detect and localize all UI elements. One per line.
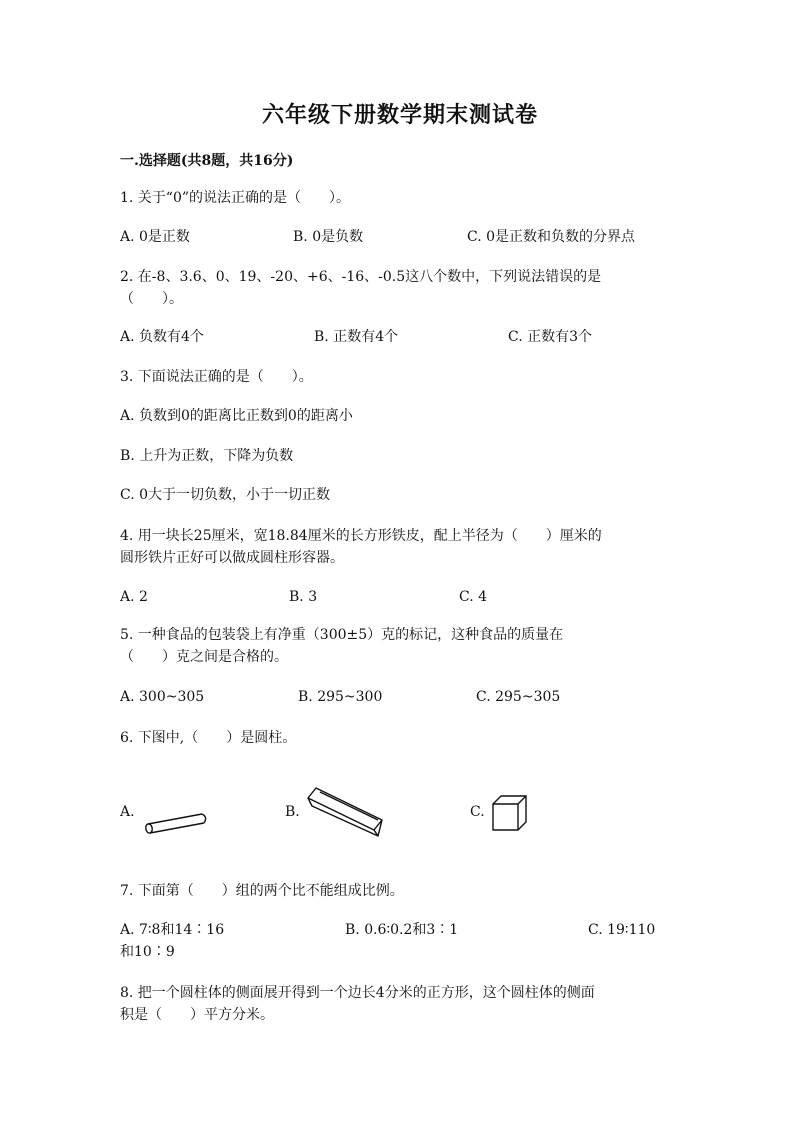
- question-7-option-b[interactable]: B. 0.6∶0.2和3∶1: [345, 922, 459, 938]
- question-5-option-b[interactable]: B. 295~300: [298, 689, 383, 705]
- question-7-option-c-continued: 和10∶9: [120, 944, 175, 960]
- question-1-option-b[interactable]: B. 0是负数: [293, 229, 364, 245]
- question-5-option-c[interactable]: C. 295~305: [476, 689, 561, 705]
- question-4-stem-line-1: 4. 用一块长25厘米，宽18.84厘米的长方形铁皮，配上半径为（ ）厘米的: [120, 528, 602, 544]
- question-7-option-c[interactable]: C. 19∶110: [588, 922, 656, 938]
- question-6-option-b[interactable]: B.: [285, 804, 300, 820]
- question-7-stem: 7. 下面第（ ）组的两个比不能组成比例。: [120, 883, 404, 899]
- question-4-option-c[interactable]: C. 4: [459, 589, 488, 605]
- question-1-stem: 1. 关于“0”的说法正确的是（ ）。: [120, 190, 351, 206]
- question-4-option-b[interactable]: B. 3: [289, 589, 318, 605]
- question-6-stem: 6. 下图中,（ ）是圆柱。: [120, 730, 297, 746]
- question-2-stem-line-2: （ ）。: [120, 291, 183, 307]
- question-8-stem-line-1: 8. 把一个圆柱体的侧面展开得到一个边长4分米的正方形，这个圆柱体的侧面: [120, 985, 595, 1001]
- question-2-option-b[interactable]: B. 正数有4个: [314, 329, 399, 345]
- question-7-option-a[interactable]: A. 7∶8和14∶16: [120, 922, 225, 938]
- question-8-stem-line-2: 积是（ ）平方分米。: [120, 1007, 274, 1023]
- question-3-option-c[interactable]: C. 0大于一切负数，小于一切正数: [120, 487, 331, 503]
- question-5-stem-line-1: 5. 一种食品的包装袋上有净重（300±5）克的标记，这种食品的质量在: [120, 627, 564, 643]
- cube-icon[interactable]: [488, 792, 530, 834]
- question-6-option-a[interactable]: A.: [120, 804, 135, 820]
- question-2-option-c[interactable]: C. 正数有3个: [508, 329, 593, 345]
- page-title: 六年级下册数学期末测试卷: [261, 102, 538, 128]
- section-heading: 一.选择题(共8题，共16分): [120, 153, 294, 169]
- cylinder-rod-icon[interactable]: [140, 808, 212, 836]
- question-5-stem-line-2: （ ）克之间是合格的。: [120, 649, 288, 665]
- question-1-option-c[interactable]: C. 0是正数和负数的分界点: [467, 229, 636, 245]
- question-2-stem-line-1: 2. 在-8、3.6、0、19、-20、+6、-16、-0.5这八个数中，下列说法错误的是: [120, 269, 602, 285]
- question-3-stem: 3. 下面说法正确的是（ ）。: [120, 369, 313, 385]
- triangular-prism-icon[interactable]: [300, 784, 386, 840]
- question-2-option-a[interactable]: A. 负数有4个: [120, 329, 204, 345]
- question-6-option-c[interactable]: C.: [470, 804, 485, 820]
- question-4-option-a[interactable]: A. 2: [120, 589, 148, 605]
- question-1-option-a[interactable]: A. 0是正数: [120, 229, 190, 245]
- question-3-option-b[interactable]: B. 上升为正数，下降为负数: [120, 448, 294, 464]
- question-5-option-a[interactable]: A. 300~305: [120, 689, 205, 705]
- question-4-stem-line-2: 圆形铁片正好可以做成圆柱形容器。: [120, 550, 344, 566]
- question-3-option-a[interactable]: A. 负数到0的距离比正数到0的距离小: [120, 408, 353, 424]
